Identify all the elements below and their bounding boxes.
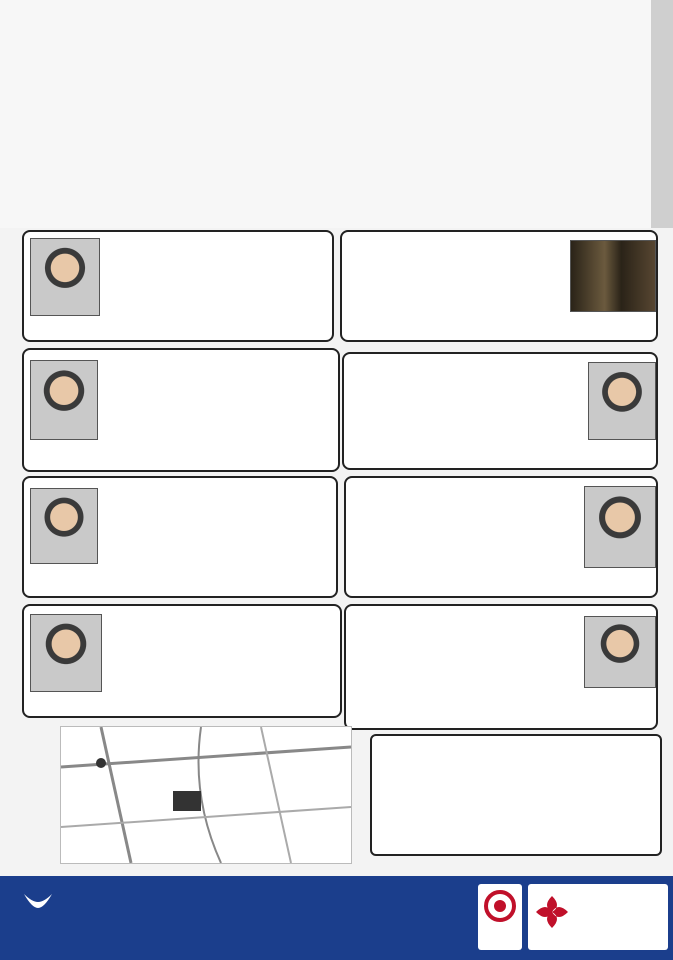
profile-photo — [30, 614, 102, 692]
map-roads — [61, 727, 351, 863]
profile-card-enokido — [22, 230, 334, 342]
profile-card-kondo — [22, 604, 342, 718]
profile-card-katsumi — [342, 352, 658, 470]
profile-card-terai — [344, 604, 658, 730]
profile-photo — [588, 362, 656, 440]
profile-card-aun-hide — [340, 230, 658, 342]
agency-emblem-icon — [478, 884, 522, 934]
kioi-hall-logo-icon — [22, 890, 54, 910]
header-side-bar — [651, 0, 673, 228]
profile-photo — [570, 240, 656, 312]
footer — [0, 876, 673, 960]
envoy-emblem-icon — [532, 892, 572, 932]
about-box — [370, 734, 662, 856]
envoy-logo — [528, 884, 668, 950]
profile-photo — [30, 360, 98, 440]
agency-logo — [478, 884, 522, 950]
profile-photo — [584, 486, 656, 568]
profile-card-tatsumi — [344, 476, 658, 598]
profile-card-tsuruga — [22, 476, 338, 598]
profile-photo — [30, 488, 98, 564]
profile-photo — [584, 616, 656, 688]
profile-card-kawamura — [22, 348, 340, 472]
profile-photo — [30, 238, 100, 316]
access-map — [60, 726, 352, 864]
header-area — [0, 0, 673, 228]
